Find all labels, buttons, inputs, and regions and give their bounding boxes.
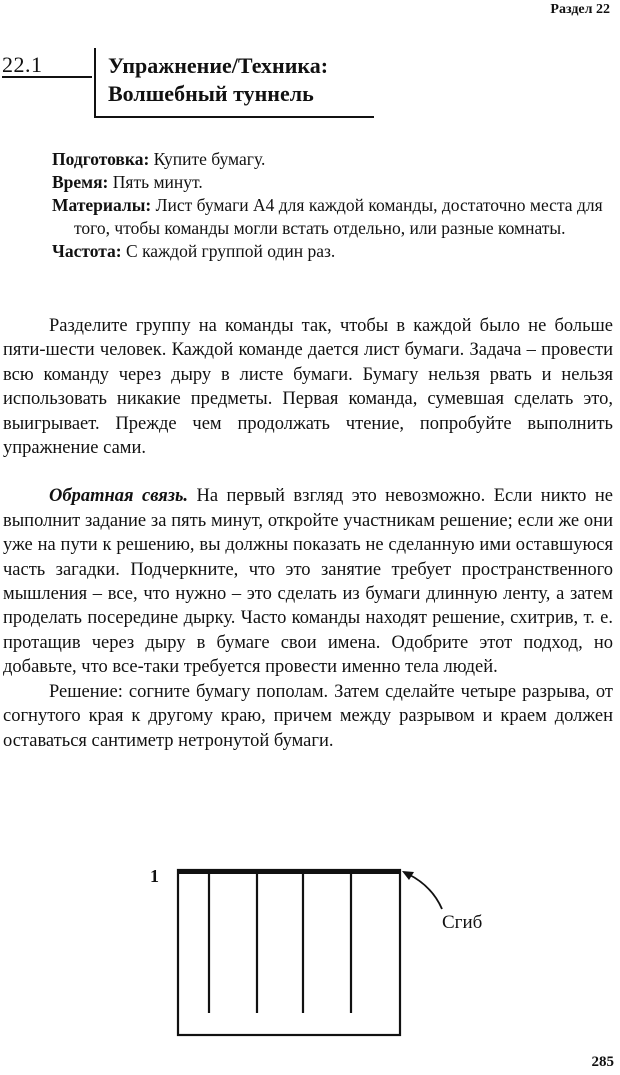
heading-number-underline	[2, 76, 92, 78]
meta-frequency-value: С каждой группой один раз.	[126, 241, 336, 261]
paragraph-instructions: Разделите группу на команды так, чтобы в каждой было не больше пяти-шести человек. Каждой команде дается лист бумаги. Задача – провести всю команду через дыру в листе бумаги. Бумагу нельзя рвать и нельзя использовать никакие предметы. Первая команда, сумевшая сделать это, выигрывает. Прежде чем продолжать чтение, попробуйте выполнить упражнение сами.	[3, 316, 613, 459]
meta-materials-value: Лист бумаги А4 для каждой команды, достаточно места для того, чтобы команды могли встать отдельно, или разные комнаты.	[74, 195, 603, 238]
meta-preparation-value: Купите бумагу.	[153, 149, 266, 169]
heading-title	[108, 52, 328, 108]
meta-time-label: Время:	[52, 172, 109, 192]
fold-arrow-icon	[408, 874, 442, 909]
meta-preparation	[52, 148, 612, 171]
paper-sheet	[178, 870, 400, 1035]
meta-time	[52, 171, 612, 194]
page-number: 285	[591, 1054, 614, 1070]
heading-vertical-rule	[94, 48, 96, 118]
body-text	[3, 314, 613, 753]
figure-label: 1	[150, 866, 159, 886]
section-label: Раздел 22	[550, 2, 610, 17]
meta-materials	[52, 194, 612, 240]
fold-label: Сгиб	[442, 912, 483, 933]
section-heading	[0, 48, 420, 120]
heading-bottom-rule	[94, 116, 374, 118]
heading-title-line1: Упражнение/Техника:	[108, 53, 329, 78]
meta-materials-label: Материалы:	[52, 195, 152, 215]
meta-preparation-label: Подготовка:	[52, 149, 150, 169]
paragraph-solution: Решение: согните бумагу пополам. Затем сделайте четыре разрыва, от согнутого края к другому краю, причем между разрывом и краем должен оставаться сантиметр нетронутой бумаги.	[3, 681, 613, 751]
feedback-label: Обратная связь.	[49, 486, 189, 507]
heading-title-line2: Волшебный туннель	[108, 81, 314, 106]
meta-frequency-label: Частота:	[52, 241, 122, 261]
meta-frequency	[52, 240, 612, 263]
paper-fold-diagram	[140, 860, 520, 1040]
meta-time-value: Пять минут.	[112, 172, 203, 192]
heading-number: 22.1	[2, 52, 43, 77]
exercise-meta	[52, 148, 612, 263]
feedback-text: На первый взгляд это невозможно. Если никто не выполнит задание за пять минут, откройте участникам решение; если же они уже на пути к решению, вы должны показать не сделанную ими оставшуюся часть загадки. Подчеркните, что это занятие требует пространственного мышления – все, что нужно – это сделать из бумаги длинную ленту, а затем проделать посередине дырку. Часто команды находят решение, схитрив, т. е. протащив через дыру в бумаге свои имена. Одобрите этот подход, но добавьте, что все-таки требуется провести именно тела людей.	[3, 486, 613, 678]
paragraph-feedback	[3, 484, 613, 679]
